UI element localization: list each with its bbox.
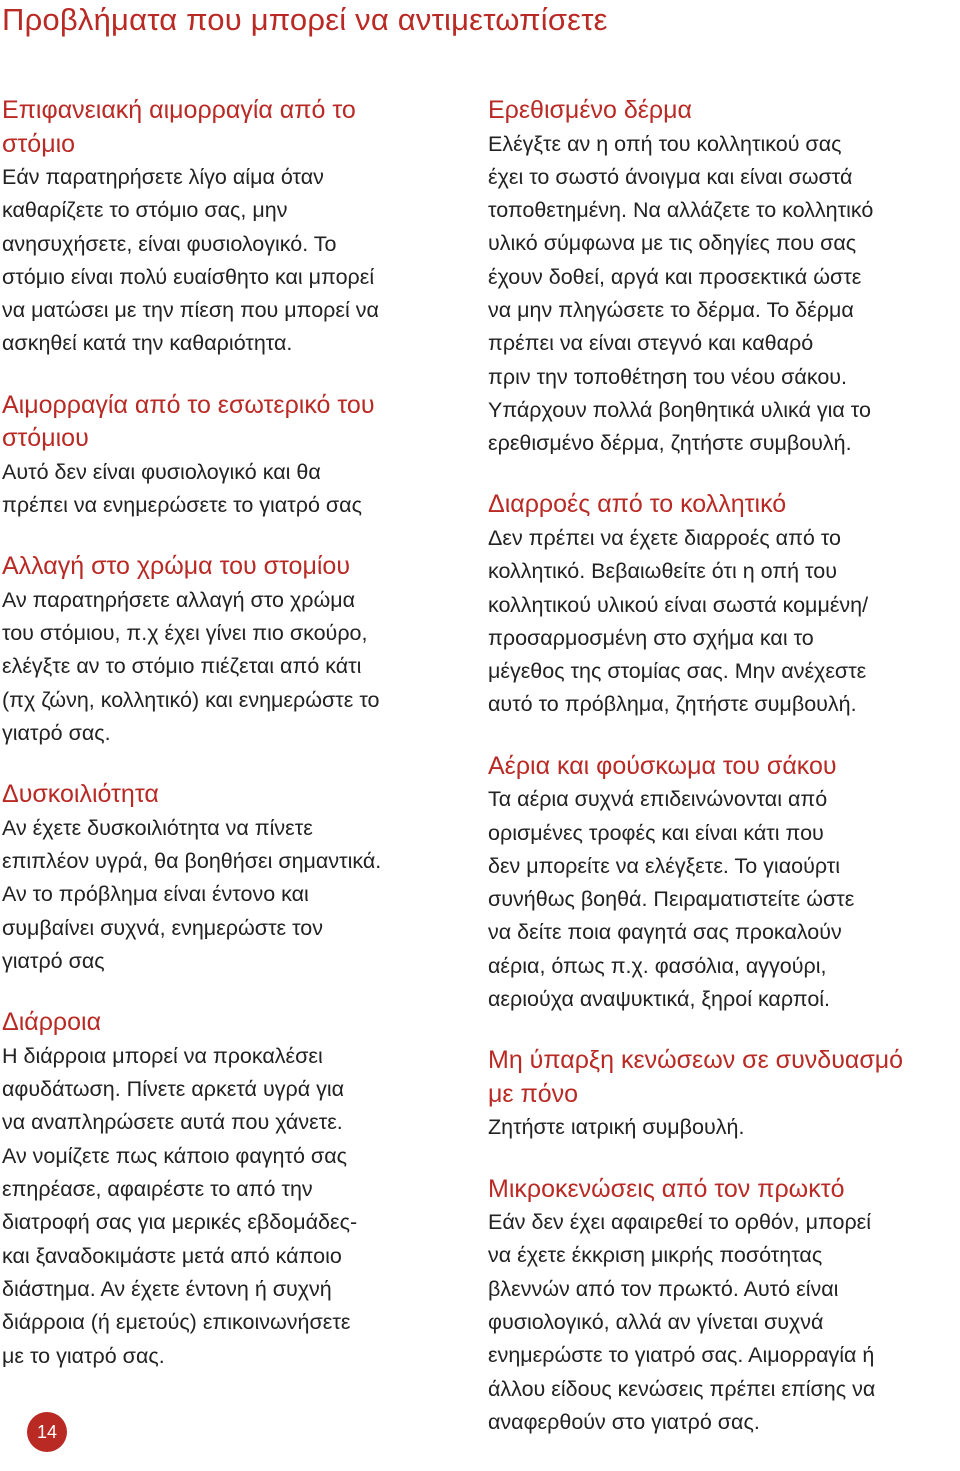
body-text-line: έχει το σωστό άνοιγμα και είναι σωστά [488,164,853,189]
body-text-line: Εάν δεν έχει αφαιρεθεί το ορθόν, μπορεί [488,1210,872,1235]
section-heading [2,1006,464,1040]
body-text-line: Ελέγξτε αν η οπή του κολλητικού σας [488,131,842,156]
body-text-line: Δεν πρέπει να έχετε διαρροές από το [488,525,841,550]
body-text-line: βλεννών από τον πρωκτό. Αυτό είναι [488,1276,839,1301]
page-title: Προβλήματα που μπορεί να αντιμετωπίσετε [2,2,608,37]
body-text-line: να μην πληγώσετε το δέρμα. Το δέρμα [488,297,854,322]
body-text-line: Αν νομίζετε πως κάποιο φαγητό σας [2,1143,347,1168]
body-text-line: συμβαίνει συχνά, ενημερώστε τον [2,915,324,940]
body-text-line: ενημερώστε το γιατρό σας. Αιμορραγία ή [488,1343,875,1368]
body-text-line: αεριούχα αναψυκτικά, ξηροί καρποί. [488,987,831,1012]
body-text-line: ανησυχήσετε, είναι φυσιολογικό. Το [2,231,337,256]
section-left-2 [2,389,464,523]
section-body [488,522,958,722]
body-text-line: μέγεθος της στομίας σας. Μην ανέχεστε [488,659,867,684]
body-text-line: κολλητικό. Βεβαιωθείτε ότι η οπή του [488,559,837,584]
body-text-line: να έχετε έκκριση μικρής ποσότητας [488,1243,823,1268]
body-text-line: και ξαναδοκιμάστε μετά από κάποιο [2,1243,342,1268]
body-text-line: τοποθετημένη. Να αλλάζετε το κολλητικό [488,198,874,223]
body-text-line: έχουν δοθεί, αργά και προσεκτικά ώστε [488,264,862,289]
body-text-line: στόμιο είναι πολύ ευαίσθητο και μπορεί [2,264,375,289]
section-heading [488,94,958,128]
section-body [2,161,464,361]
body-text-line: επιπλέον υγρά, θα βοηθήσει σημαντικά. [2,849,382,874]
section-body [2,456,464,523]
left-column [2,94,464,1373]
section-heading-line: Ερεθισμένο δέρμα [488,96,692,124]
body-text-line: ασκηθεί κατά την καθαριότητα. [2,331,293,356]
body-text-line: αυτό το πρόβλημα, ζητήστε συμβουλή. [488,692,857,717]
section-right-3 [488,750,958,1017]
section-right-1 [488,94,958,460]
section-heading-line: Αιμορραγία από το εσωτερικό του [2,390,375,419]
section-left-5 [2,1006,464,1372]
body-text-line: ελέγξτε αν το στόμιο πιέζεται από κάτι [2,654,362,679]
body-text-line: με το γιατρό σας. [2,1343,165,1368]
body-text-line: γιατρό σας. [2,721,111,746]
body-text-line: ορισμένες τροφές και είναι κάτι που [488,820,824,845]
section-heading [2,550,464,584]
body-text-line: πρέπει να είναι στεγνό και καθαρό [488,331,814,356]
section-heading-line: Δυσκοιλιότητα [2,780,159,809]
section-heading [2,778,464,812]
section-heading [488,1044,958,1111]
section-heading-line: Επιφανειακή αιμορραγία από το [2,96,356,124]
body-text-line: γιατρό σας [2,949,105,974]
body-text-line: επηρέασε, αφαιρέστε το από την [2,1177,313,1202]
section-heading-line: στόμιου [2,424,89,453]
body-text-line: συνήθως βοηθά. Πειραματιστείτε ώστε [488,887,855,912]
right-column [488,94,958,1439]
section-heading-line: Αέρια και φούσκωμα του σάκου [488,751,837,780]
body-text-line: να αναπληρώσετε αυτά που χάνετε. [2,1110,343,1135]
body-text-line: δεν μπορείτε να ελέγξετε. Το γιαούρτι [488,853,841,878]
section-body [488,1206,958,1439]
body-text-line: Αυτό δεν είναι φυσιολογικό και θα [2,459,321,484]
section-heading [488,488,958,522]
page-number-badge: 14 [27,1412,67,1452]
body-text-line: πριν την τοποθέτηση του νέου σάκου. [488,364,848,389]
body-text-line: του στόμιου, π.χ έχει γίνει πιο σκούρο, [2,621,368,646]
section-body [2,1040,464,1373]
body-text-line: Εάν παρατηρήσετε λίγο αίμα όταν [2,165,324,189]
body-text-line: φυσιολογικό, αλλά αν γίνεται συχνά [488,1310,824,1335]
section-body [2,584,464,750]
section-left-3 [2,550,464,750]
body-text-line: Αν το πρόβλημα είναι έντονο και [2,882,309,907]
section-right-2 [488,488,958,721]
body-text-line: Αν έχετε δυσκοιλιότητα να πίνετε [2,815,313,840]
section-heading-line: Διαρροές από το κολλητικό [488,490,787,519]
body-text-line: (πχ ζώνη, κολλητικό) και ενημερώστε το [2,687,380,712]
body-text-line: διατροφή σας για μερικές εβδομάδες- [2,1210,358,1235]
body-text-line: να ματώσει με την πίεση που μπορεί να [2,298,379,323]
body-text-line: υλικό σύμφωνα με τις οδηγίες που σας [488,231,857,256]
body-text-line: Τα αέρια συχνά επιδεινώνονται από [488,787,828,812]
body-text-line: Αν παρατηρήσετε αλλαγή στο χρώμα [2,587,356,612]
section-heading [488,1173,958,1207]
section-heading-line: Μη ύπαρξη κενώσεων σε συνδυασμό [488,1046,904,1075]
section-body [2,812,464,978]
section-left-4 [2,778,464,978]
body-text-line: πρέπει να ενημερώσετε το γιατρό σας [2,493,362,518]
section-heading-line: Αλλαγή στο χρώμα του στομίου [2,552,350,581]
body-text-line: κολλητικού υλικού είναι σωστά κομμένη/ [488,592,869,617]
section-left-1 [2,94,464,361]
section-right-5 [488,1173,958,1440]
body-text-line: Υπάρχουν πολλά βοηθητικά υλικά για το [488,397,871,422]
body-text-line: να δείτε ποια φαγητά σας προκαλούν [488,920,842,945]
body-text-line: ερεθισμένο δέρμα, ζητήστε συμβουλή. [488,431,852,456]
section-body [488,1111,958,1144]
body-text-line: καθαρίζετε το στόμιο σας, μην [2,198,288,223]
body-text-line: αέρια, όπως π.χ. φασόλια, αγγούρι, [488,953,827,978]
section-heading-line: Μικροκενώσεις από τον πρωκτό [488,1174,845,1203]
section-heading-line: με πόνο [488,1079,579,1108]
body-text-line: Ζητήστε ιατρική συμβουλή. [488,1115,745,1140]
section-body [488,783,958,1016]
section-body [488,128,958,461]
section-heading [488,750,958,784]
body-text-line: διάρροια (ή εμετούς) επικοινωνήσετε [2,1310,351,1335]
body-text-line: διάστημα. Αν έχετε έντονη ή συχνή [2,1276,332,1301]
section-heading [2,389,464,456]
section-heading-line: στόμιο [2,129,76,158]
section-heading [2,94,464,161]
body-text-line: Η διάρροια μπορεί να προκαλέσει [2,1043,323,1068]
section-right-4 [488,1044,958,1144]
body-text-line: αναφερθούν στο γιατρό σας. [488,1409,760,1434]
body-text-line: άλλου είδους κενώσεις πρέπει επίσης να [488,1376,876,1401]
body-text-line: προσαρμοσμένη στο σχήμα και το [488,625,814,650]
section-heading-line: Διάρροια [2,1008,102,1037]
body-text-line: αφυδάτωση. Πίνετε αρκετά υγρά για [2,1077,345,1102]
